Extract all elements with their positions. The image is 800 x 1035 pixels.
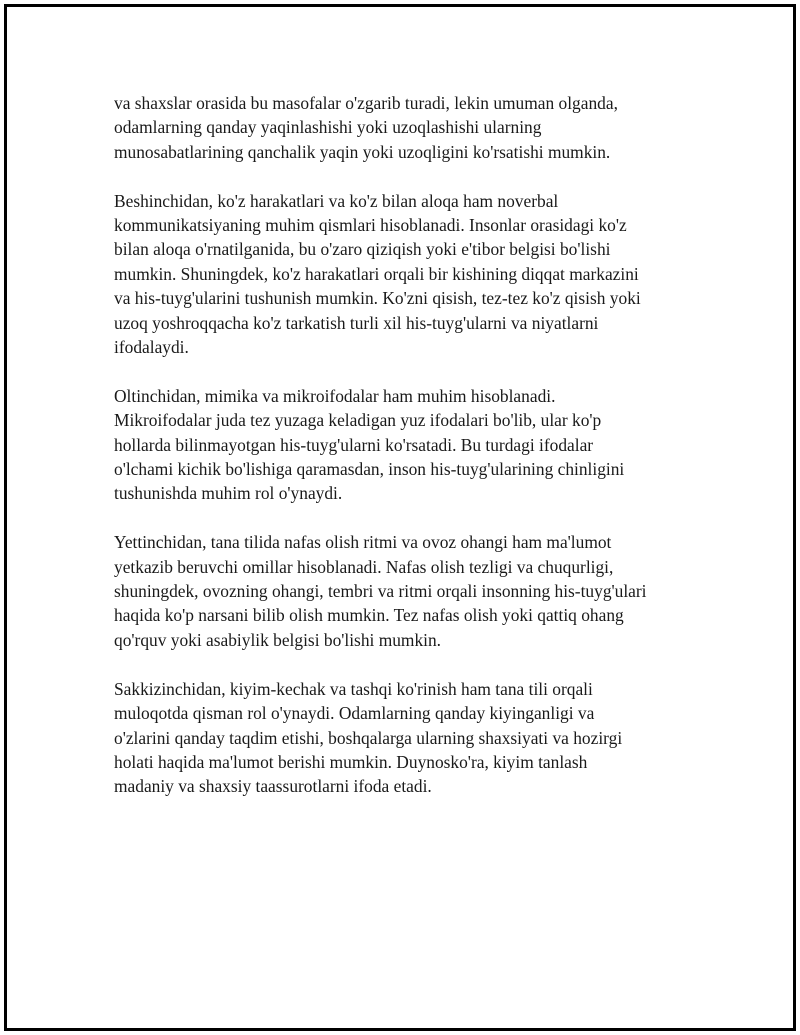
paragraph-3: Oltinchidan, mimika va mikroifodalar ham muhim hisoblanadi. Mikroifodalar juda tez yuzaga keladigan yuz ifodalari bo'lib, ular ko'p hollarda bilinmayotgan his-tuyg'ularni ko'rsatadi. Bu turdagi ifodalar o'lchami kichik bo'lishiga qaramasdan, inson his-tuyg'ularining chinligini tushunishda muhim rol o'ynaydi. [114,385,625,504]
document-body [114,91,714,823]
paragraph-2: Beshinchidan, ko'z harakatlari va ko'z bilan aloqa ham noverbal kommunikatsiyaning muhim qismlari hisoblanadi. Insonlar orasidagi ko'z bilan aloqa o'rnatilganida, bu o'zaro qiziqish yoki e'tibor belgisi bo'lishi mumkin. Shuningdek, ko'z harakatlari orqali bir kishining diqqat markazini va his-tuyg'ularini tushunish mumkin. Ko'zni qisish, tez-tez ko'z qisish yoki uzoq yoshroqqacha ko'z tarkatish turli xil his-tuyg'ularni va niyatlarni ifodalaydi. [114,190,641,358]
paragraph-4: Yettinchidan, tana tilida nafas olish ritmi va ovoz ohangi ham ma'lumot yetkazib beruvchi omillar hisoblanadi. Nafas olish tezligi va chuqurligi, shuningdek, ovozning ohangi, tembri va ritmi orqali insonning his-tuyg'ulari haqida ko'p narsani bilib olish mumkin. Tez nafas olish yoki qattiq ohang qo'rquv yoki asabiylik belgisi bo'lishi mumkin. [114,532,647,650]
paragraph-5: Sakkizinchidan, kiyim-kechak va tashqi ko'rinish ham tana tili orqali muloqotda qisman rol o'ynaydi. Odamlarning qanday kiyinganligi va o'zlarini qanday taqdim etishi, boshqalarga ularning shaxsiyati va hozirgi holati haqida ma'lumot berishi mumkin. Duynosko'ra, kiyim tanlash madaniy va shaxsiy taassurotlarni ifoda etadi. [114,678,623,797]
paragraph-1: va shaxslar orasida bu masofalar o'zgarib turadi, lekin umuman olganda, odamlarning qanday yaqinlashishi yoki uzoqlashishi ularning munosabatlarining qanchalik yaqin yoki uzoqligini ko'rsatishi mumkin. [114,93,618,162]
